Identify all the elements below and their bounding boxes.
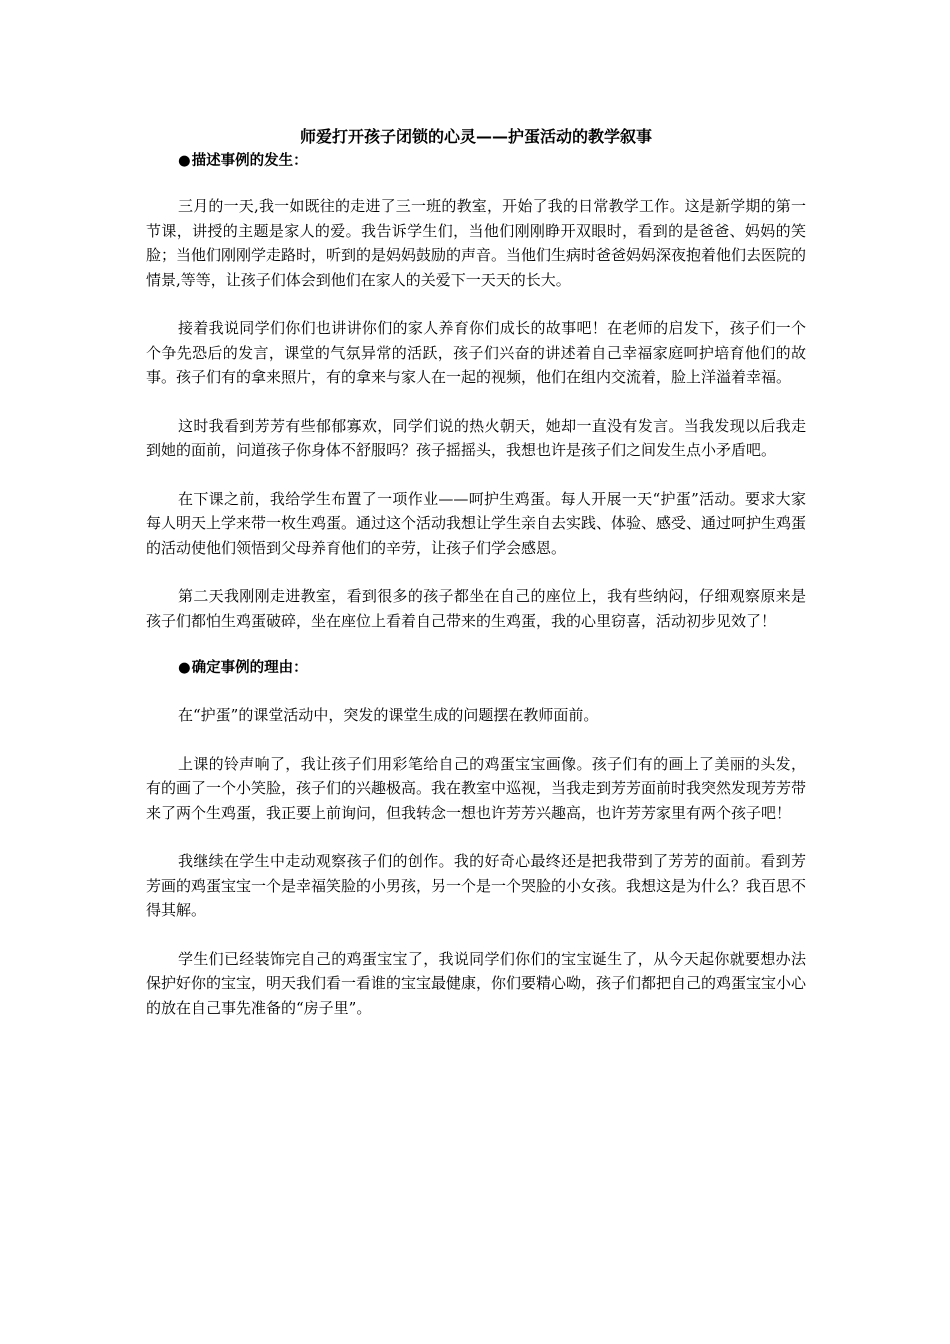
- paragraph: 接着我说同学们你们也讲讲你们的家人养育你们成长的故事吧！在老师的启发下，孩子们一个个争先恐后的发言，课堂的气氛异常的活跃，孩子们兴奋的讲述着自己幸福家庭呵护培育他们的故事。孩子们有的拿来照片，有的拿来与家人在一起的视频，他们在组内交流着，脸上洋溢着幸福。: [146, 319, 806, 386]
- paragraph: 第二天我刚刚走进教室，看到很多的孩子都坐在自己的座位上，我有些纳闷，仔细观察原来是孩子们都怕生鸡蛋破碎，坐在座位上看着自己带来的生鸡蛋，我的心里窃喜，活动初步见效了！: [146, 587, 806, 630]
- paragraph: 这时我看到芳芳有些郁郁寡欢，同学们说的热火朝天，她却一直没有发言。当我发现以后我走到她的面前，问道孩子你身体不舒服吗？孩子摇摇头，我想也许是孩子们之间发生点小矛盾吧。: [146, 416, 806, 459]
- paragraph: 学生们已经装饰完自己的鸡蛋宝宝了，我说同学们你们的宝宝诞生了，从今天起你就要想办法保护好你的宝宝，明天我们看一看谁的宝宝最健康，你们要精心呦，孩子们都把自己的鸡蛋宝宝小心的放在自己事先准备的“房子里”。: [146, 949, 807, 1017]
- paragraph: 在下课之前，我给学生布置了一项作业——呵护生鸡蛋。每人开展一天“护蛋”活动。要求大家每人明天上学来带一枚生鸡蛋。通过这个活动我想让学生亲自去实践、体验、感受、通过呵护生鸡蛋的活动使他们领悟到父母养育他们的辛劳，让孩子们学会感恩。: [146, 489, 807, 557]
- section-description: [146, 150, 806, 633]
- document-title: 师爱打开孩子闭锁的心灵——护蛋活动的教学叙事: [299, 127, 652, 146]
- paragraph: 上课的铃声响了，我让孩子们用彩笔给自己的鸡蛋宝宝画像。孩子们有的画上了美丽的头发，有的画了一个小笑脸，孩子们的兴趣极高。我在教室中巡视，当我走到芳芳面前时我突然发现芳芳带来了两个生鸡蛋，我正要上前询问，但我转念一想也许芳芳兴趣高，也许芳芳家里有两个孩子吧！: [146, 754, 807, 822]
- section-heading: [146, 150, 806, 172]
- section-heading-text: 确定事例的理由：: [191, 660, 308, 676]
- paragraph: 三月的一天,我一如既往的走进了三一班的教室，开始了我的日常教学工作。这是新学期的第一节课，讲授的主题是家人的爱。我告诉学生们，当他们刚刚睁开双眼时，看到的是爸爸、妈妈的笑脸；当他们刚刚学走路时，听到的是妈妈鼓励的声音。当他们生病时爸爸妈妈深夜抱着他们去医院的情景,等等，让孩子们体会到他们在家人的关爱下一天天的长大。: [146, 197, 807, 289]
- paragraph: 我继续在学生中走动观察孩子们的创作。我的好奇心最终还是把我带到了芳芳的面前。看到芳芳画的鸡蛋宝宝一个是幸福笑脸的小男孩，另一个是一个哭脸的小女孩。我想这是为什么？我百思不得其解。: [146, 852, 807, 919]
- bullet-icon: ●: [178, 153, 191, 169]
- document-page: [146, 126, 806, 1020]
- section-heading-text: 描述事例的发生：: [191, 153, 308, 169]
- paragraph: 在“护蛋”的课堂活动中，突发的课堂生成的问题摆在教师面前。: [178, 706, 599, 724]
- section-reason: [146, 657, 806, 1020]
- section-heading: [146, 657, 806, 679]
- bullet-icon: ●: [178, 660, 191, 676]
